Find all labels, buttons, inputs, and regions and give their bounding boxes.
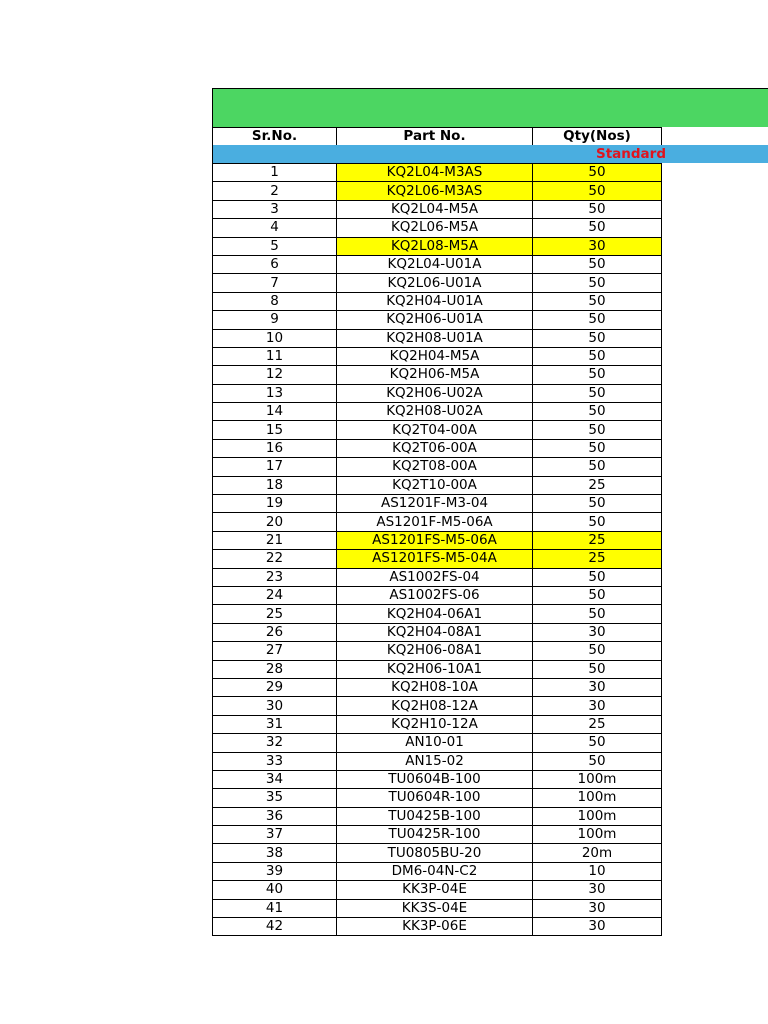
cell-qty[interactable]: 50	[533, 311, 662, 329]
cell-srno[interactable]: 21	[213, 531, 337, 549]
table-row[interactable]	[213, 513, 662, 531]
table-row[interactable]	[213, 623, 662, 641]
table-row[interactable]	[213, 366, 662, 384]
cell-srno[interactable]: 32	[213, 734, 337, 752]
column-header-srno: Sr.No.	[213, 128, 337, 146]
cell-partno[interactable]: KQ2H06-10A1	[337, 660, 533, 678]
cell-partno[interactable]: KQ2H06-08A1	[337, 642, 533, 660]
cell-srno[interactable]: 38	[213, 844, 337, 862]
cell-qty[interactable]: 25	[533, 531, 662, 549]
table-row[interactable]	[213, 531, 662, 549]
cell-srno[interactable]: 12	[213, 366, 337, 384]
cell-partno[interactable]: KQ2H08-10A	[337, 678, 533, 696]
cell-partno[interactable]: KQ2H06-U01A	[337, 311, 533, 329]
table-row[interactable]	[213, 568, 662, 586]
cell-srno[interactable]: 27	[213, 642, 337, 660]
cell-qty[interactable]: 25	[533, 715, 662, 733]
cell-partno[interactable]: KQ2T10-00A	[337, 476, 533, 494]
cell-srno[interactable]: 6	[213, 255, 337, 273]
table-row[interactable]	[213, 237, 662, 255]
cell-qty[interactable]: 20m	[533, 844, 662, 862]
table-row[interactable]	[213, 458, 662, 476]
cell-partno[interactable]: KQ2L04-M3AS	[337, 164, 533, 182]
cell-srno[interactable]: 36	[213, 807, 337, 825]
cell-srno[interactable]: 17	[213, 458, 337, 476]
cell-partno[interactable]: TU0425B-100	[337, 807, 533, 825]
cell-partno[interactable]: KQ2H08-U01A	[337, 329, 533, 347]
cell-partno[interactable]: KQ2T04-00A	[337, 421, 533, 439]
cell-partno[interactable]: KQ2H04-M5A	[337, 347, 533, 365]
cell-qty[interactable]: 50	[533, 366, 662, 384]
cell-srno[interactable]: 33	[213, 752, 337, 770]
cell-qty[interactable]: 25	[533, 550, 662, 568]
cell-qty[interactable]: 50	[533, 347, 662, 365]
cell-qty[interactable]: 50	[533, 458, 662, 476]
cell-qty[interactable]: 50	[533, 568, 662, 586]
table-row[interactable]	[213, 770, 662, 788]
column-header-qty: Qty(Nos)	[533, 128, 662, 146]
table-row[interactable]	[213, 807, 662, 825]
cell-partno[interactable]: AN15-02	[337, 752, 533, 770]
cell-qty[interactable]: 25	[533, 476, 662, 494]
cell-partno[interactable]: TU0425R-100	[337, 826, 533, 844]
cell-srno[interactable]: 34	[213, 770, 337, 788]
cell-qty[interactable]: 50	[533, 274, 662, 292]
cell-partno[interactable]: KQ2H06-M5A	[337, 366, 533, 384]
cell-qty[interactable]: 50	[533, 439, 662, 457]
cell-partno[interactable]: KQ2L04-U01A	[337, 255, 533, 273]
cell-qty[interactable]: 50	[533, 495, 662, 513]
cell-qty[interactable]: 30	[533, 881, 662, 899]
cell-partno[interactable]: AS1002FS-06	[337, 586, 533, 604]
cell-partno[interactable]: KQ2T08-00A	[337, 458, 533, 476]
table-row[interactable]	[213, 182, 662, 200]
cell-qty[interactable]: 50	[533, 255, 662, 273]
table-row[interactable]	[213, 678, 662, 696]
cell-srno[interactable]: 24	[213, 586, 337, 604]
cell-srno[interactable]: 29	[213, 678, 337, 696]
cell-qty[interactable]: 30	[533, 899, 662, 917]
cell-qty[interactable]: 50	[533, 421, 662, 439]
section-label: Standard	[596, 146, 666, 162]
cell-srno[interactable]: 8	[213, 292, 337, 310]
cell-qty[interactable]: 30	[533, 918, 662, 936]
cell-srno[interactable]: 41	[213, 899, 337, 917]
cell-partno[interactable]: KK3P-04E	[337, 881, 533, 899]
table-row[interactable]	[213, 789, 662, 807]
cell-partno[interactable]: TU0604B-100	[337, 770, 533, 788]
cell-srno[interactable]: 42	[213, 918, 337, 936]
table-row[interactable]	[213, 862, 662, 880]
cell-partno[interactable]: AS1201FS-M5-06A	[337, 531, 533, 549]
cell-qty[interactable]: 50	[533, 403, 662, 421]
cell-srno[interactable]: 31	[213, 715, 337, 733]
table-row[interactable]	[213, 219, 662, 237]
cell-partno[interactable]: KK3P-06E	[337, 918, 533, 936]
cell-srno[interactable]: 26	[213, 623, 337, 641]
header-row	[213, 128, 662, 146]
cell-partno[interactable]: TU0805BU-20	[337, 844, 533, 862]
cell-partno[interactable]: KQ2H04-U01A	[337, 292, 533, 310]
table-row[interactable]	[213, 255, 662, 273]
cell-qty[interactable]: 100m	[533, 789, 662, 807]
cell-partno[interactable]: KQ2L06-M5A	[337, 219, 533, 237]
cell-srno[interactable]: 14	[213, 403, 337, 421]
cell-partno[interactable]: AS1002FS-04	[337, 568, 533, 586]
cell-qty[interactable]: 50	[533, 219, 662, 237]
cell-srno[interactable]: 35	[213, 789, 337, 807]
cell-qty[interactable]: 50	[533, 384, 662, 402]
cell-qty[interactable]: 100m	[533, 807, 662, 825]
table-row[interactable]	[213, 200, 662, 218]
table-row[interactable]	[213, 642, 662, 660]
header-table	[212, 127, 662, 146]
cell-srno[interactable]: 30	[213, 697, 337, 715]
table-row[interactable]	[213, 311, 662, 329]
cell-partno[interactable]: KQ2T06-00A	[337, 439, 533, 457]
cell-srno[interactable]: 40	[213, 881, 337, 899]
table-row[interactable]	[213, 550, 662, 568]
cell-qty[interactable]: 50	[533, 605, 662, 623]
parts-table-body	[213, 164, 662, 936]
cell-qty[interactable]: 30	[533, 623, 662, 641]
parts-table	[212, 163, 662, 936]
table-row[interactable]	[213, 329, 662, 347]
cell-qty[interactable]: 100m	[533, 770, 662, 788]
table-row[interactable]	[213, 660, 662, 678]
cell-qty[interactable]: 10	[533, 862, 662, 880]
parts-table-wrap	[212, 163, 662, 936]
cell-partno[interactable]: KQ2L08-M5A	[337, 237, 533, 255]
cell-qty[interactable]: 30	[533, 237, 662, 255]
cell-srno[interactable]: 10	[213, 329, 337, 347]
table-row[interactable]	[213, 274, 662, 292]
table-row[interactable]	[213, 844, 662, 862]
cell-qty[interactable]: 30	[533, 697, 662, 715]
cell-qty[interactable]: 50	[533, 513, 662, 531]
cell-srno[interactable]: 4	[213, 219, 337, 237]
table-row[interactable]	[213, 384, 662, 402]
cell-qty[interactable]: 30	[533, 678, 662, 696]
cell-srno[interactable]: 18	[213, 476, 337, 494]
cell-partno[interactable]: KQ2L04-M5A	[337, 200, 533, 218]
table-row[interactable]	[213, 918, 662, 936]
cell-srno[interactable]: 3	[213, 200, 337, 218]
cell-srno[interactable]: 15	[213, 421, 337, 439]
table-row[interactable]	[213, 826, 662, 844]
cell-qty[interactable]: 100m	[533, 826, 662, 844]
cell-qty[interactable]: 50	[533, 734, 662, 752]
table-row[interactable]	[213, 439, 662, 457]
cell-partno[interactable]: KQ2H04-08A1	[337, 623, 533, 641]
cell-srno[interactable]: 28	[213, 660, 337, 678]
table-row[interactable]	[213, 899, 662, 917]
column-header-partno: Part No.	[337, 128, 533, 146]
cell-qty[interactable]: 50	[533, 164, 662, 182]
table-row[interactable]	[213, 586, 662, 604]
cell-qty[interactable]: 50	[533, 200, 662, 218]
cell-partno[interactable]: KQ2H10-12A	[337, 715, 533, 733]
cell-srno[interactable]: 19	[213, 495, 337, 513]
table-row[interactable]	[213, 292, 662, 310]
cell-srno[interactable]: 37	[213, 826, 337, 844]
cell-qty[interactable]: 50	[533, 642, 662, 660]
table-row[interactable]	[213, 715, 662, 733]
cell-srno[interactable]: 39	[213, 862, 337, 880]
table-row[interactable]	[213, 605, 662, 623]
cell-qty[interactable]: 50	[533, 752, 662, 770]
cell-partno[interactable]: AS1201F-M5-06A	[337, 513, 533, 531]
cell-qty[interactable]: 50	[533, 182, 662, 200]
cell-partno[interactable]: KQ2H04-06A1	[337, 605, 533, 623]
cell-srno[interactable]: 13	[213, 384, 337, 402]
cell-qty[interactable]: 50	[533, 660, 662, 678]
cell-qty[interactable]: 50	[533, 586, 662, 604]
cell-qty[interactable]: 50	[533, 329, 662, 347]
cell-srno[interactable]: 20	[213, 513, 337, 531]
table-row[interactable]	[213, 421, 662, 439]
cell-partno[interactable]: AS1201F-M3-04	[337, 495, 533, 513]
cell-partno[interactable]: KK3S-04E	[337, 899, 533, 917]
cell-srno[interactable]: 16	[213, 439, 337, 457]
table-row[interactable]	[213, 495, 662, 513]
table-row[interactable]	[213, 697, 662, 715]
cell-srno[interactable]: 22	[213, 550, 337, 568]
cell-srno[interactable]: 23	[213, 568, 337, 586]
cell-srno[interactable]: 9	[213, 311, 337, 329]
table-row[interactable]	[213, 752, 662, 770]
cell-srno[interactable]: 5	[213, 237, 337, 255]
section-band	[212, 145, 768, 163]
cell-partno[interactable]: KQ2L06-M3AS	[337, 182, 533, 200]
table-row[interactable]	[213, 476, 662, 494]
cell-partno[interactable]: KQ2H06-U02A	[337, 384, 533, 402]
title-banner	[212, 88, 768, 127]
table-row[interactable]	[213, 403, 662, 421]
cell-srno[interactable]: 2	[213, 182, 337, 200]
cell-partno[interactable]: DM6-04N-C2	[337, 862, 533, 880]
cell-partno[interactable]: AS1201FS-M5-04A	[337, 550, 533, 568]
cell-partno[interactable]: KQ2H08-12A	[337, 697, 533, 715]
cell-partno[interactable]: AN10-01	[337, 734, 533, 752]
cell-srno[interactable]: 25	[213, 605, 337, 623]
cell-qty[interactable]: 50	[533, 292, 662, 310]
table-row[interactable]	[213, 734, 662, 752]
cell-srno[interactable]: 1	[213, 164, 337, 182]
table-row[interactable]	[213, 347, 662, 365]
cell-partno[interactable]: KQ2L06-U01A	[337, 274, 533, 292]
table-row[interactable]	[213, 164, 662, 182]
cell-partno[interactable]: KQ2H08-U02A	[337, 403, 533, 421]
cell-partno[interactable]: TU0604R-100	[337, 789, 533, 807]
table-row[interactable]	[213, 881, 662, 899]
cell-srno[interactable]: 7	[213, 274, 337, 292]
cell-srno[interactable]: 11	[213, 347, 337, 365]
